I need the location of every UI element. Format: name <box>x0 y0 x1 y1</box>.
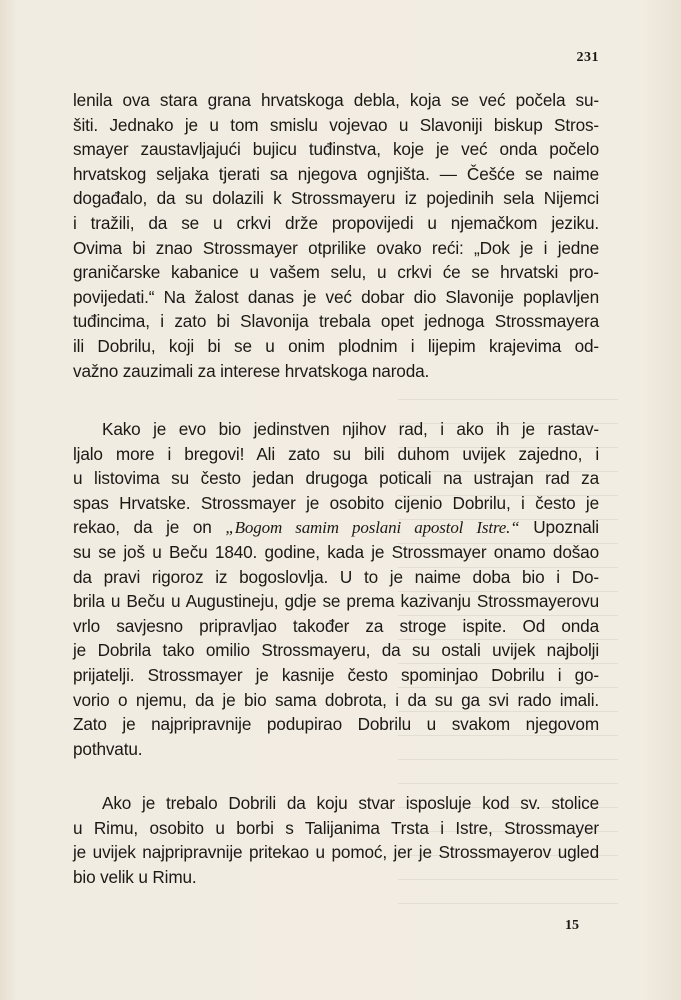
text-line: smayer zaustavljajući bujicu tuđinstva, koje je već onda počelo <box>73 139 599 160</box>
text-line: ljalo more i bregovi! Ali zato su bili duhom uvijek zajedno, i <box>73 443 599 464</box>
text-fragment: rekao, da je on <box>73 517 212 538</box>
text-line: Kako je evo bio jedinstven njihov rad, i ako ih je rastav- <box>102 419 599 439</box>
text-line: događalo, da su dolazili k Strossmayeru iz pojedinih sela Nijemci <box>73 188 599 209</box>
text-line: su se još u Beču 1840. godine, kada je Strossmayer onamo došao <box>73 541 599 562</box>
text-line: spas Hrvatske. Strossmayer je osobito cijenio Dobrilu, i često je <box>73 492 599 513</box>
paragraph-2 <box>73 417 599 761</box>
text-line: Ovima bi znao Strossmayer otprilike ovako reći: „Dok je i jedne <box>73 237 599 258</box>
text-line: brila u Beču u Augustineju, gdje se prema kazivanju Strossmayerovu <box>73 591 599 612</box>
paragraph-1 <box>73 88 599 383</box>
text-line: tuđincima, i zato bi Slavonija trebala opet jednoga Strossmayera <box>73 311 599 332</box>
text-fragment: Upoznali <box>533 517 599 538</box>
text-line: pothvatu. <box>73 738 143 759</box>
text-line: važno zauzimali za interese hrvatskoga naroda. <box>73 360 430 381</box>
text-line: graničarske kabanice u vašem selu, u crkvi će se hrvatski pro- <box>73 262 599 283</box>
text-line: prijatelji. Strossmayer je kasnije često spominjao Dobrilu i go- <box>73 664 599 685</box>
text-line: hrvatskog seljaka tjerati sa njegova ognjišta. — Češće se naime <box>73 163 599 184</box>
text-line: lenila ova stara grana hrvatskoga debla, koja se već počela su- <box>73 90 599 110</box>
text-line: ili Dobrilu, koji bi se u onim plodnim i lijepim krajevima od- <box>73 335 599 356</box>
text-line: i tražili, da se u crkvi drže propovijedi u njemačkom jeziku. <box>73 212 599 233</box>
text-line: u listovima su često jedan drugoga poticali na ustrajan rad za <box>73 468 599 489</box>
page-number: 231 <box>576 50 599 65</box>
text-line: vorio o njemu, da je bio sama dobrota, i da su ga svi rado imali. <box>73 689 599 710</box>
text-line: povijedati.“ Na žalost danas je već dobar dio Slavonije poplavljen <box>73 286 599 307</box>
text-line: je Dobrila tako omilio Strossmayeru, da su ostali uvijek najbolji <box>73 640 599 661</box>
text-line: Ako je trebalo Dobrili da koju stvar isposluje kod sv. stolice <box>102 793 599 813</box>
text-line-with-quote <box>73 515 599 540</box>
text-line: šiti. Jednako je u tom smislu vojevao u Slavoniji biskup Stros- <box>73 114 599 135</box>
text-line: Zato je najpripravnije podupirao Dobrilu u svakom njegovom <box>73 714 599 735</box>
text-line: u Rimu, osobito u borbi s Talijanima Trsta i Istre, Strossmayer <box>73 817 599 838</box>
text-line: je uvijek najpripravnije pritekao u pomoć, jer je Strossmayerov ugled <box>73 842 599 863</box>
text-line: bio velik u Rimu. <box>73 866 197 887</box>
italic-quote: „Bogom samim poslani apostol Istre.“ <box>225 518 520 538</box>
text-line: da pravi rigoroz iz bogoslovlja. U to je naime doba bio i Do- <box>73 566 599 587</box>
signature-mark: 15 <box>565 918 579 933</box>
text-line: vrlo savjesno pripravljao također za stroge ispite. Od onda <box>73 615 599 636</box>
paragraph-3 <box>73 791 599 889</box>
